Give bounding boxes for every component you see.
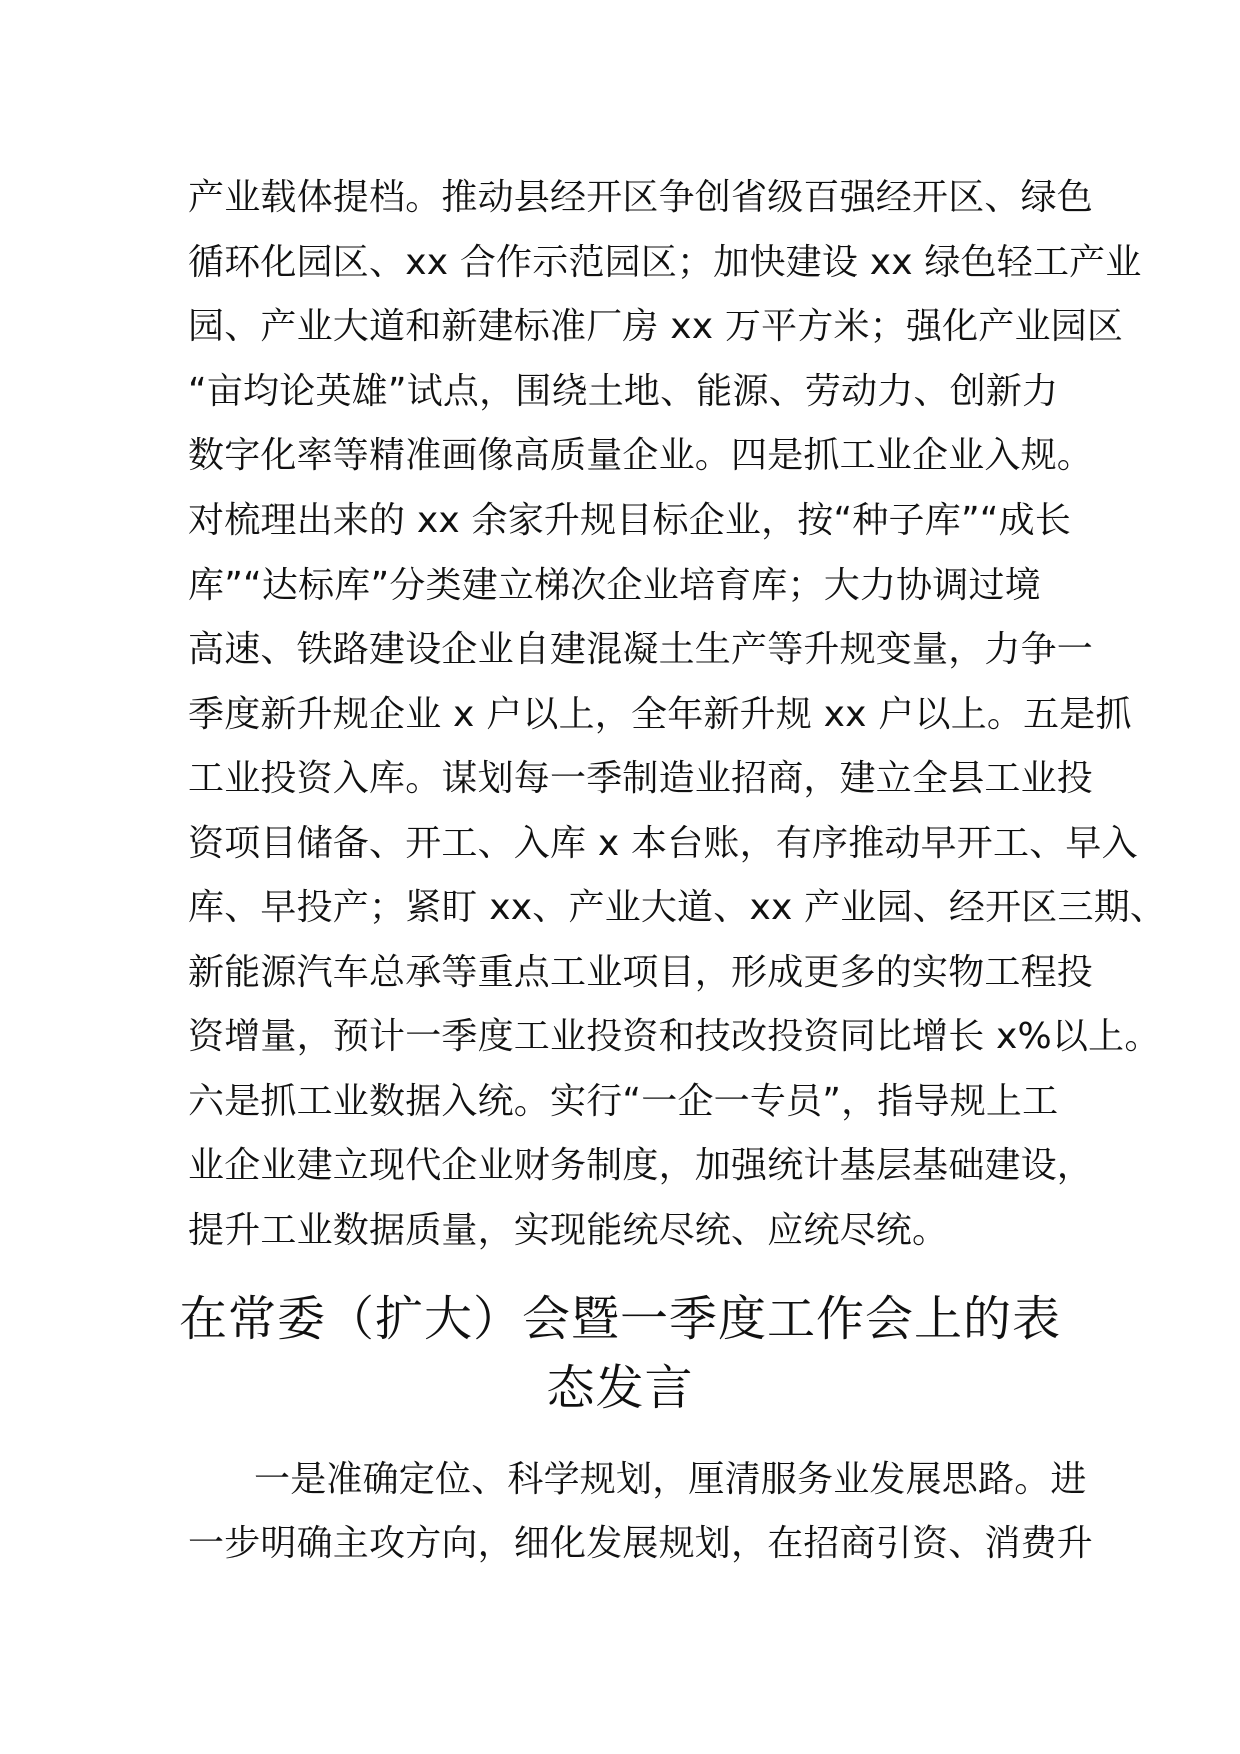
body-text-line: 高速、铁路建设企业自建混凝土生产等升规变量，力争一 [188,629,1094,670]
body-text-line: 业企业建立现代企业财务制度，加强统计基层基础建设， [188,1145,1094,1186]
body-text-line: “亩均论英雄”试点，围绕土地、能源、劳动力、创新力 [188,371,1059,412]
paragraph-line: 一步明确主攻方向，细化发展规划，在招商引资、消费升 [188,1523,1094,1564]
section-title: 在常委（扩大）会暨一季度工作会上的表 [178,1291,1061,1347]
body-text-line: 库、早投产；紧盯 xx、产业大道、xx 产业园、经开区三期、 [188,887,1167,928]
body-text-line: 提升工业数据质量，实现能统尽统、应统尽统。 [188,1210,949,1251]
body-text-line: 园、产业大道和新建标准厂房 xx 万平方米；强化产业园区 [188,306,1124,347]
body-text-line: 季度新升规企业 x 户以上，全年新升规 xx 户以上。五是抓 [188,694,1132,735]
body-text-line: 新能源汽车总承等重点工业项目，形成更多的实物工程投 [188,952,1094,993]
paragraph-first-line: 一是准确定位、科学规划，厘清服务业发展思路。进 [254,1459,1087,1500]
body-text-line: 循环化园区、xx 合作示范园区；加快建设 xx 绿色轻工产业 [188,242,1142,283]
section-title-continued: 态发言 [546,1360,694,1416]
body-text-line: 资项目储备、开工、入库 x 本台账，有序推动早开工、早入 [188,823,1138,864]
body-text-line: 对梳理出来的 xx 余家升规目标企业，按“种子库”“成长 [188,500,1072,541]
body-text-line: 库”“达标库”分类建立梯次企业培育库；大力协调过境 [188,565,1041,606]
body-text-line: 工业投资入库。谋划每一季制造业招商，建立全县工业投 [188,758,1094,799]
body-text-line: 六是抓工业数据入统。实行“一企一专员”，指导规上工 [188,1081,1059,1122]
body-text-line: 产业载体提档。推动县经开区争创省级百强经开区、绿色 [188,177,1094,218]
body-text-line: 资增量，预计一季度工业投资和技改投资同比增长 x%以上。 [188,1016,1161,1057]
body-text-line: 数字化率等精准画像高质量企业。四是抓工业企业入规。 [188,435,1094,476]
